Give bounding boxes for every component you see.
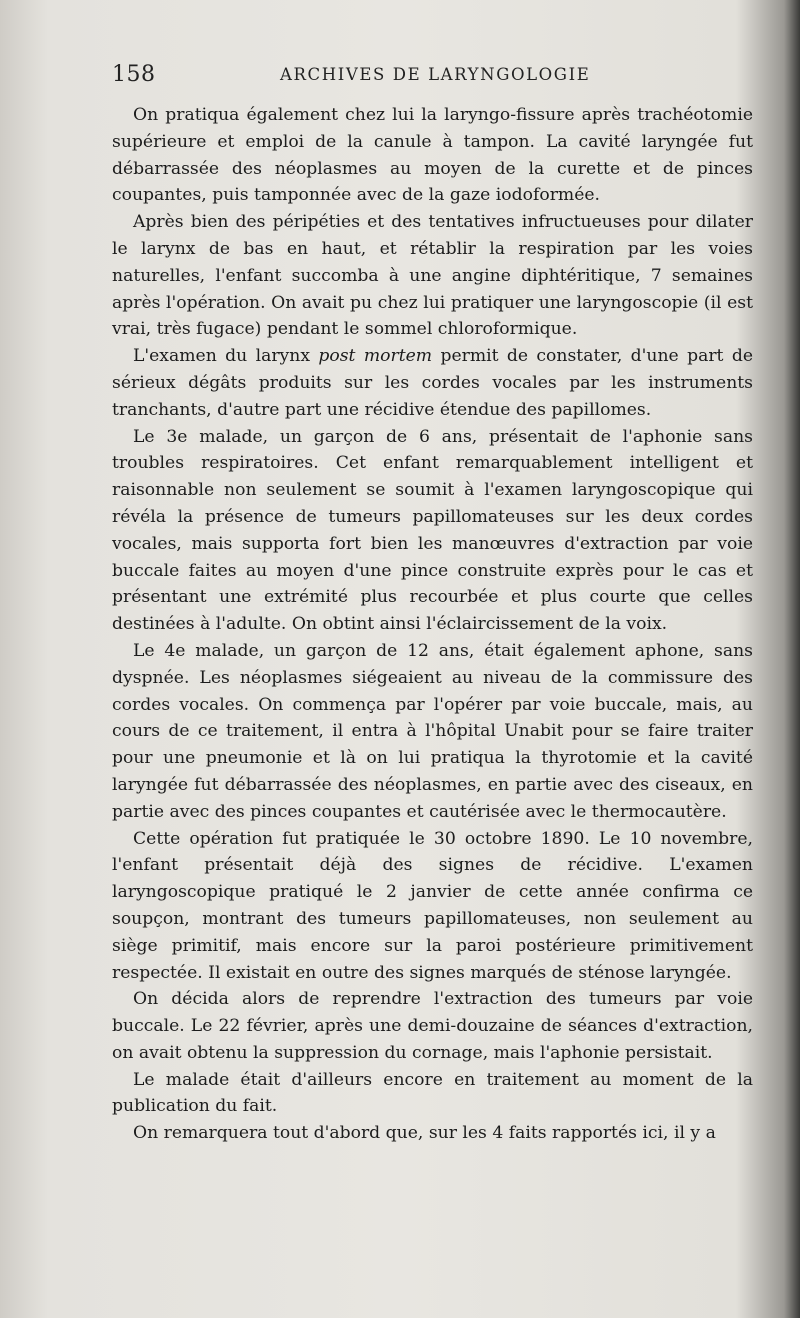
paragraph: Le 4e malade, un garçon de 12 ans, était également aphone, sans dyspnée. Les néoplasmes siégeaient au niveau de la commissure des cordes vocales. On commença par l'opérer par voie buccale, mais, au cours de ce traitement, il entra à l'hôpital Unabit pour se faire traiter pour une pneumonie et là on lui pratiqua la thyrotomie et la cavité laryngée fut débarrassée des néoplasmes, en partie avec des ciseaux, en partie avec des pinces coupantes et cautérisée avec le thermocautère. — [112, 640, 753, 822]
paragraph: Le malade était d'ailleurs encore en traitement au moment de la publication du fait. — [112, 1069, 753, 1117]
paragraph-text: permit de constater, d'une part de sérieux dégâts produits sur les cordes vocales par les instruments tranchants, d'autre part une récidive étendue des papillomes. — [112, 346, 753, 420]
paragraph: Cette opération fut pratiquée le 30 octobre 1890. Le 10 novembre, l'enfant présentait déjà des signes de récidive. L'examen laryngoscopique pratiqué le 2 janvier de cette année confirma ce soupçon, montrant des tumeurs papillomateuses, non seulement au siège primitif, mais encore sur la paroi postérieure primitivement respectée. Il existait en outre des signes marqués de sténose laryngée. — [112, 828, 753, 983]
paragraph: On pratiqua également chez lui la laryngo-fissure après trachéotomie supérieure et emploi de la canule à tampon. La cavité laryngée fut débarrassée des néoplasmes au moyen de la curette et de pinces coupantes, puis tamponnée avec de la gaze iodoformée. — [112, 105, 753, 206]
paragraph — [112, 343, 753, 423]
paragraph: On remarquera tout d'abord que, sur les 4 faits rapportés ici, il y a — [133, 1123, 716, 1144]
page-header — [112, 62, 752, 92]
paragraph: Après bien des péripéties et des tentatives infructueuses pour dilater le larynx de bas en haut, et rétablir la respiration par les voies naturelles, l'enfant succomba à une angine diphtéritique, 7 semaines après l'opération. On avait pu chez lui pratiquer une laryngoscopie (il est vrai, très fugace) pendant le sommel chloroformique. — [112, 212, 753, 340]
page-number: 158 — [112, 62, 156, 87]
paragraph: On décida alors de reprendre l'extraction des tumeurs par voie buccale. Le 22 février, après une demi-douzaine de séances d'extraction, on avait obtenu la suppression du cornage, mais l'aphonie persistait. — [112, 989, 753, 1063]
paragraph: Le 3e malade, un garçon de 6 ans, présentait de l'aphonie sans troubles respiratoires. Cet enfant remarquablement intelligent et raisonnable non seulement se soumit à l'examen laryngoscopique qui révéla la présence de tumeurs papillomateuses sur les deux cordes vocales, mais supporta fort bien les manœuvres d'extraction par voie buccale faites au moyen d'une pince construite exprès pour le cas et présentant une extrémité plus recourbée et plus courte que celles destinées à l'adulte. On obtint ainsi l'éclaircissement de la voix. — [112, 426, 753, 635]
paragraph-text: L'examen du larynx — [133, 346, 319, 367]
running-title: ARCHIVES DE LARYNGOLOGIE — [280, 65, 591, 84]
italic-term: post mortem — [318, 346, 433, 367]
body-text — [112, 102, 753, 1147]
